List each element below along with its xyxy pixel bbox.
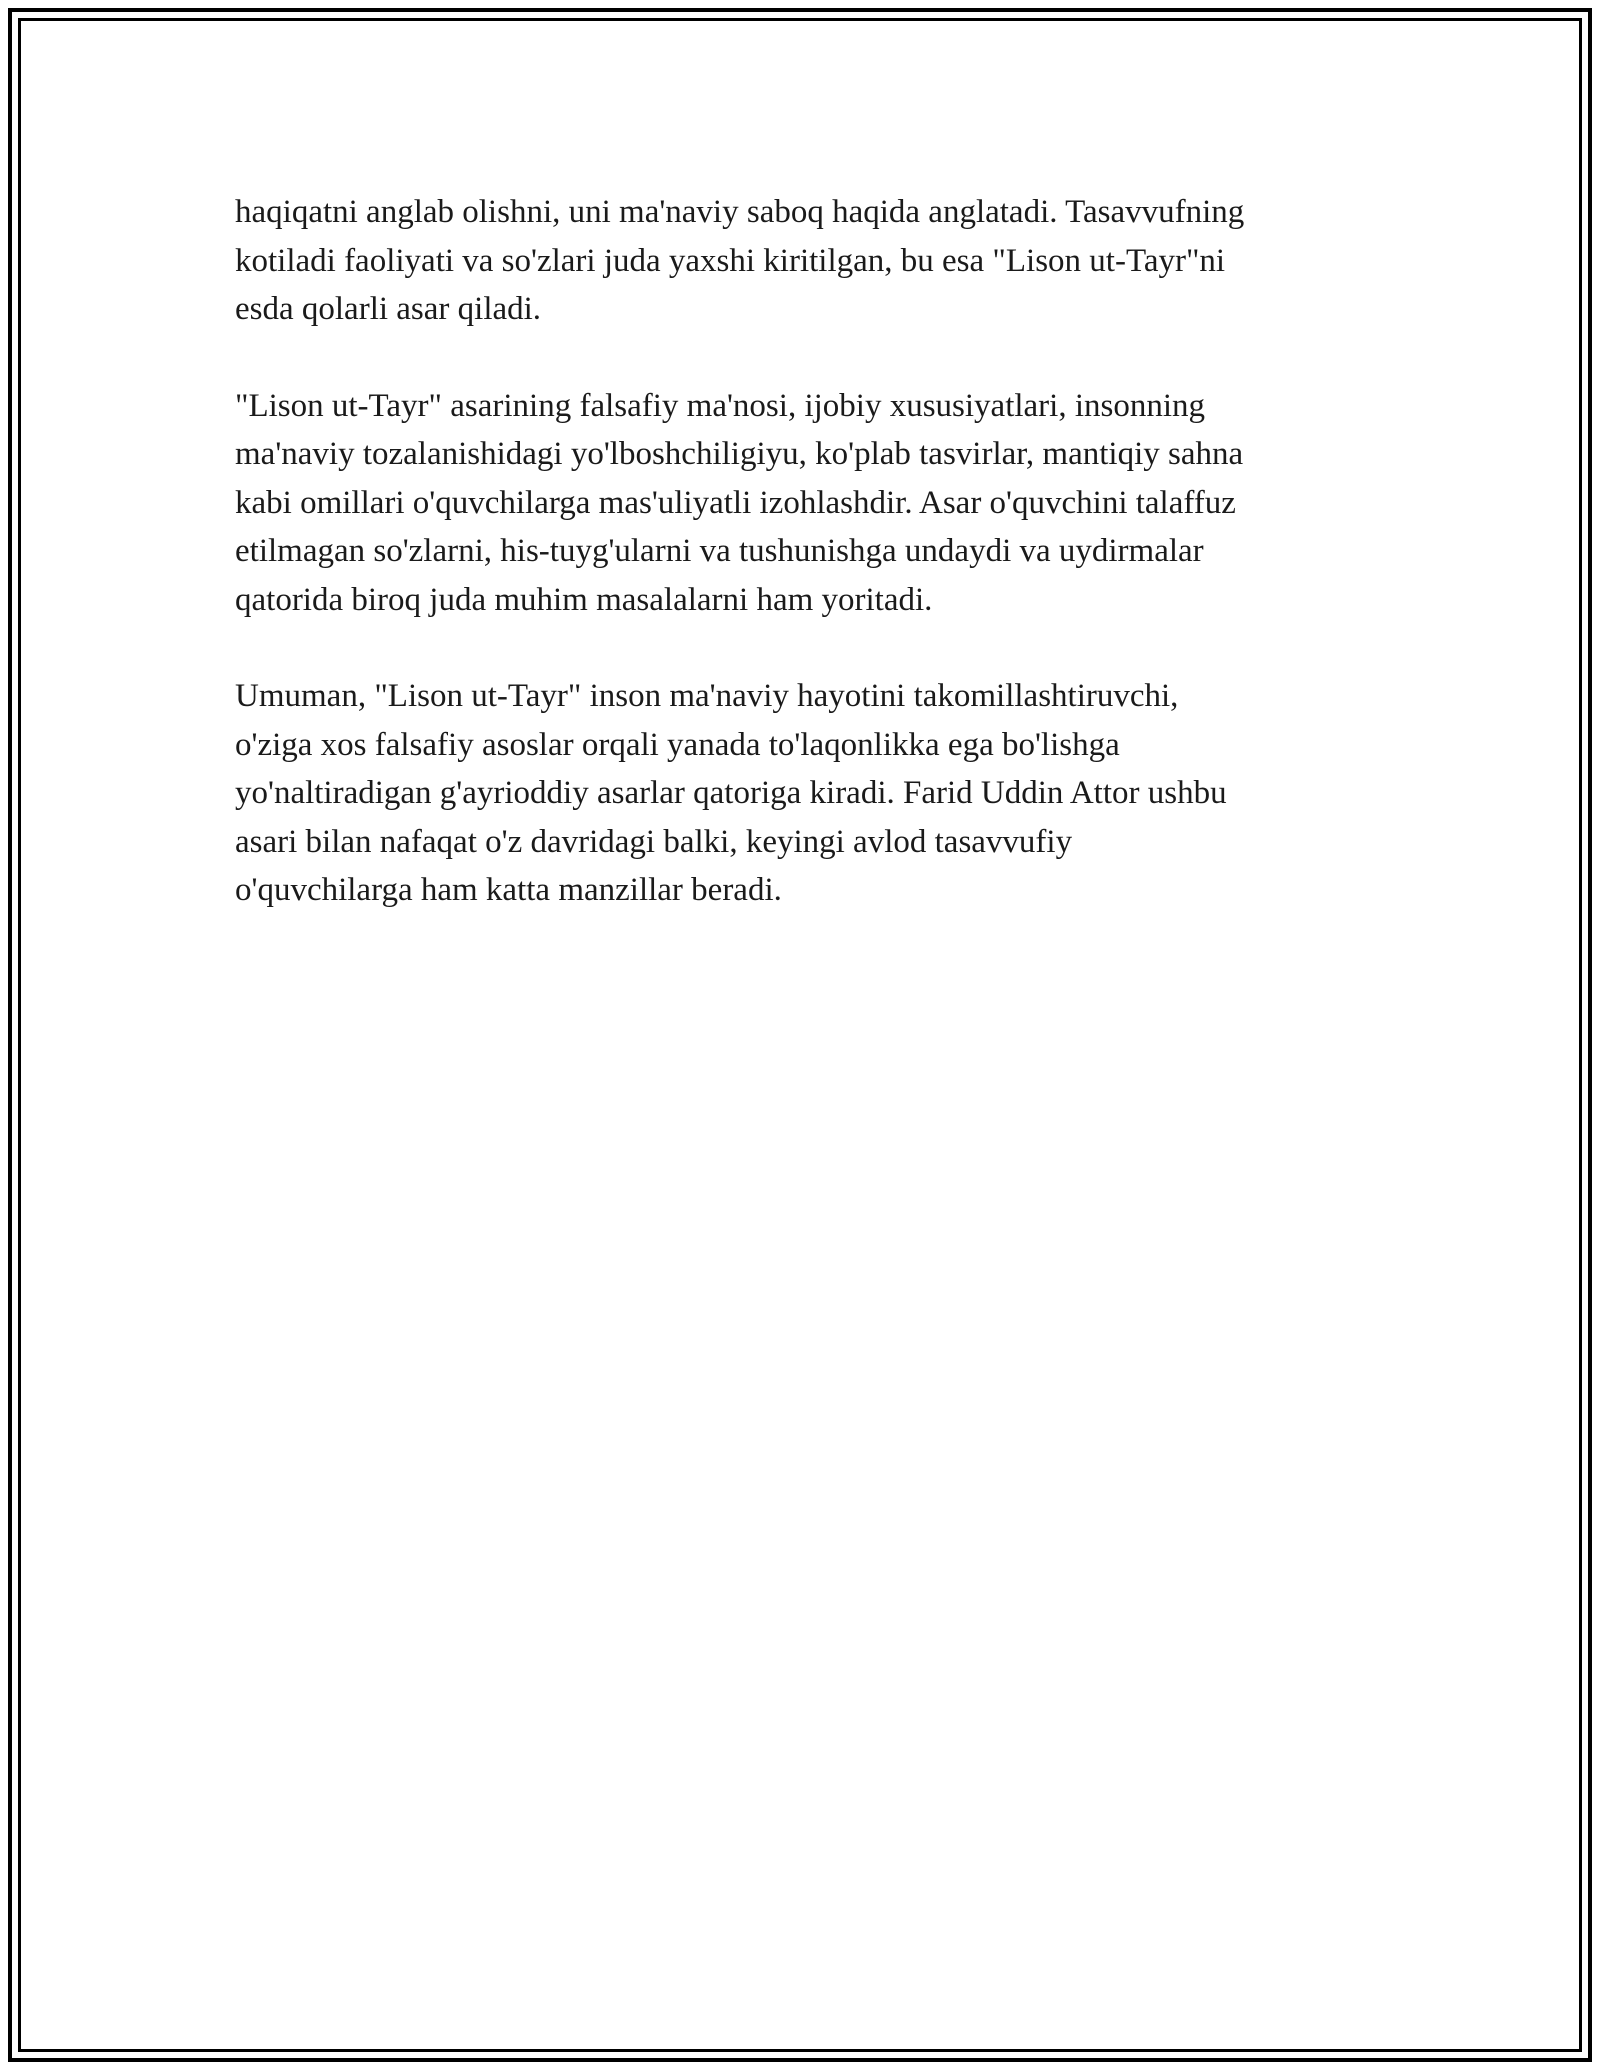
paragraph-2: "Lison ut-Tayr" asarining falsafiy ma'nosi, ijobiy xususiyatlari, insonning ma'naviy tozalanishidagi yo'lboshchiligiyu, ko'plab tasvirlar, mantiqiy sahna kabi omillari o'quvchilarga mas'uliyatli izohlashdir. Asar o'quvchini talaffuz etilmagan so'zlarni, his-tuyg'ularni va tushunishga undaydi va uydirmalar qatorida biroq juda muhim masalalarni ham yoritadi. — [235, 387, 1244, 618]
paragraph-3: Umuman, "Lison ut-Tayr" inson ma'naviy hayotini takomillashtiruvchi, o'ziga xos falsafiy asoslar orqali yanada to'laqonlikka ega bo'lishga yo'naltiradigan g'ayrioddiy asarlar qatoriga kiradi. Farid Uddin Attor ushbu asari bilan nafaqat o'z davridagi balki, keyingi avlod tasavvufiy o'quvchilarga ham katta manzillar beradi. — [235, 678, 1227, 908]
paragraph-1: haqiqatni anglab olishni, uni ma'naviy saboq haqida anglatadi. Tasavvufning kotiladi faoliyati va so'zlari juda yaxshi kiritilgan, bu esa "Lison ut-Tayr"ni esda qolarli asar qiladi. — [235, 194, 1245, 327]
document-body — [235, 188, 1365, 963]
